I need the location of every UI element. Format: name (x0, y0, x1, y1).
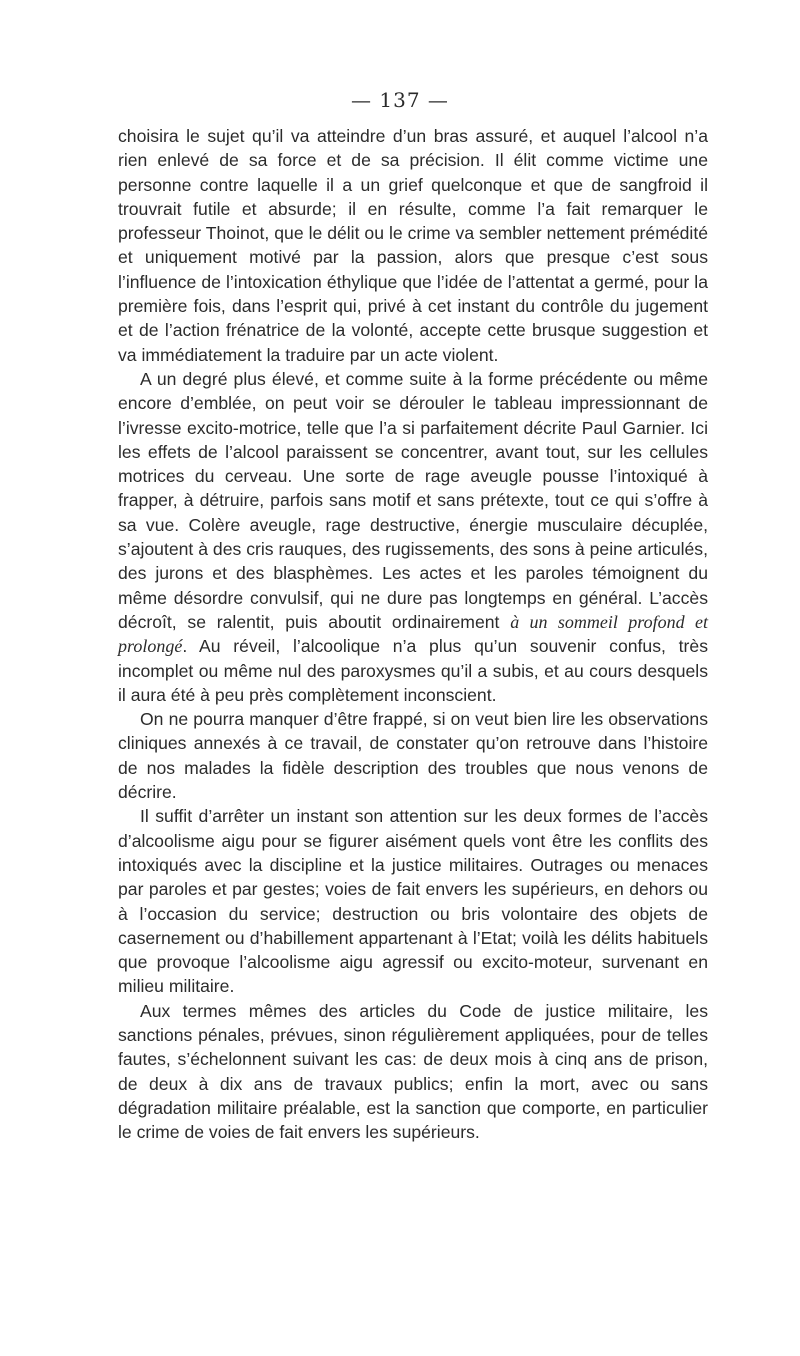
paragraph-2-text-start: A un degré plus élevé, et comme suite à la forme précédente ou même encore d’emblée, on peut voir se dérouler le tableau impressionnant de l’ivresse excito-motrice, telle que l’a si parfaitement décrite Paul Garnier. Ici les effets de l’alcool paraissent se concentrer, avant tout, sur les cellules motrices du cerveau. Une sorte de rage aveugle pousse l’intoxiqué à frapper, à détruire, parfois sans motif et sans prétexte, tout ce qui s’offre à sa vue. Colère aveugle, rage destructive, énergie musculaire décuplée, s’ajoutent à des cris rauques, des rugissements, des sons à peine articulés, des jurons et des blasphèmes. Les actes et les paroles témoignent du même désordre convulsif, qui ne dure pas longtemps en général. L’accès décroît, se ralentit, puis aboutit ordinairement (118, 368, 708, 632)
paragraph-3: On ne pourra manquer d’être frappé, si on veut bien lire les observations cliniques annexés à ce travail, de constater qu’on retrouve dans l’histoire de nos malades la fidèle description des troubles que nous venons de décrire. (118, 709, 708, 803)
paragraph-2-text-end: . Au réveil, l’alcoolique n’a plus qu’un souvenir confus, très incomplet ou même nul des paroxysmes qu’il a subis, et au cours desquels il aura été à peu près complètement inconscient. (118, 636, 708, 705)
paragraph-4: Il suffit d’arrêter un instant son attention sur les deux formes de l’accès d’alcoolisme aigu pour se figurer aisément quels vont être les conflits des intoxiqués avec la discipline et la justice militaires. Outrages ou menaces par paroles et par gestes; voies de fait envers les supérieurs, en dehors ou à l’occasion du service; destruction ou bris volontaire des objets de casernement ou d’habillement appartenant à l’Etat; voilà les délits habituels que provoque l’alcoolisme aigu agressif ou excito-moteur, survenant en milieu militaire. (118, 806, 708, 997)
page-number: — 137 — (351, 88, 449, 112)
paragraph-1: choisira le sujet qu’il va atteindre d’un bras assuré, et auquel l’alcool n’a rien enlevé de sa force et de sa précision. Il élit comme victime une personne contre laquelle il a un grief quelconque et que de sangfroid il trouvrait futile et absurde; il en résulte, comme l’a fait remarquer le professeur Thoinot, que le délit ou le crime va sembler nettement prémédité et uniquement motivé par la passion, alors que presque c’est sous l’influence de l’intoxication éthylique que l’idée de l’attentat a germé, pour la première fois, dans l’esprit qui, privé à cet instant du contrôle du jugement et de l’action frénatrice de la volonté, accepte cette brusque suggestion et va immédiatement la traduire par un acte violent. (118, 126, 708, 365)
paragraph-5: Aux termes mêmes des articles du Code de justice militaire, les sanctions pénales, prévues, sinon régulièrement appliquées, pour de telles fautes, s’échelonnent suivant les cas: de deux mois à cinq ans de prison, de deux à dix ans de travaux publics; enfin la mort, avec ou sans dégradation militaire préalable, est la sanction que comporte, en particulier le crime de voies de fait envers les supérieurs. (118, 1000, 708, 1143)
body-text (118, 124, 708, 1144)
paragraph-2 (118, 367, 708, 707)
paragraph-2-italic-phrase: à un sommeil profond et prolongé (118, 611, 708, 657)
